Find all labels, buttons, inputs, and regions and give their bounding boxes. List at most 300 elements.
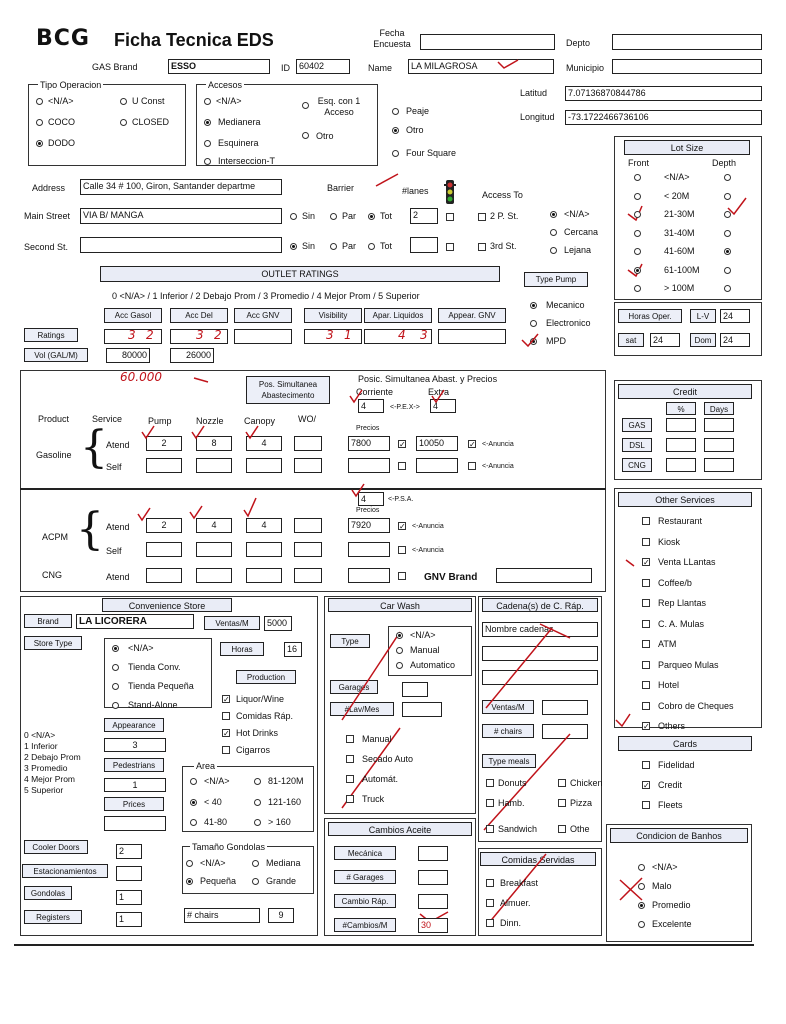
accesos-medianera-radio[interactable]: [204, 119, 211, 126]
gas-price1-field[interactable]: 7800: [348, 436, 390, 451]
service-coffee-b-label: Coffee/b: [658, 577, 692, 588]
area-121-160-radio[interactable]: [254, 799, 261, 806]
lot-front-61-100m-radio[interactable]: [634, 267, 641, 274]
rating-mark-3: 2: [214, 328, 222, 342]
access-cercana-label: Cercana: [564, 227, 599, 237]
gas-atend-nozzle[interactable]: 8: [196, 436, 232, 451]
car-wash-garages-button[interactable]: Garages: [330, 680, 378, 694]
gnv-brand-field[interactable]: [496, 568, 592, 583]
lot-front-41-60m-radio[interactable]: [634, 248, 641, 255]
pos-simultanea-button[interactable]: Pos. Simultanea Abastecimento: [246, 376, 330, 404]
lot-n-a-label: <N/A>: [664, 172, 690, 182]
pedestrians-field[interactable]: 1: [104, 778, 166, 792]
access-lejana-label: Lejana: [564, 245, 592, 255]
outlet-ratings-header: OUTLET RATINGS: [100, 266, 500, 282]
gas-self-pump[interactable]: [146, 458, 182, 473]
lot-front-31-40m-radio[interactable]: [634, 230, 641, 237]
store-type-tienda-conv-radio[interactable]: [112, 664, 119, 671]
lot-61-100m-label: 61-100M: [664, 264, 700, 275]
acpm-self-pump[interactable]: [146, 542, 182, 557]
store-chairs-field[interactable]: 9: [268, 908, 294, 923]
card-fidelidad-label: Fidelidad: [658, 760, 695, 770]
meal-hamb-checkbox[interactable]: [486, 799, 494, 807]
store-type-n-a-radio[interactable]: [112, 645, 119, 652]
tipo-coco-radio[interactable]: [36, 119, 43, 126]
service-venta-llantas-checkbox[interactable]: ✓: [643, 558, 650, 567]
estacionamientos-button[interactable]: Estacionamientos: [22, 864, 108, 878]
gondolas-button[interactable]: Gondolas: [24, 886, 72, 900]
tipo-uconst-radio[interactable]: [120, 98, 127, 105]
tipo-na-label: <N/A>: [48, 96, 74, 106]
production-hot-drinks-checkbox[interactable]: ✓: [223, 729, 230, 738]
rating-mark-1: 2: [146, 328, 154, 342]
service-label: Service: [92, 414, 123, 424]
acpm-self-anuncia: <-Anuncia: [412, 547, 444, 554]
cambios-cambio-r-p-field[interactable]: [418, 894, 448, 909]
car-wash-autom-t-checkbox[interactable]: [346, 775, 354, 783]
credit-dsl-pct[interactable]: [666, 438, 696, 452]
nombre-cadenas-label: Nombre cadenas: [482, 622, 598, 637]
main-2ps-checkbox[interactable]: [446, 213, 454, 221]
acpm-self-wo[interactable]: [294, 542, 322, 557]
acpm-self-price[interactable]: [348, 542, 390, 557]
acpm-atend-wo[interactable]: [294, 518, 322, 533]
canopy-label: Canopy: [244, 416, 276, 426]
dom-field[interactable]: 24: [720, 333, 750, 347]
tipo-dodo-radio[interactable]: [36, 140, 43, 147]
pump-mecanico-radio[interactable]: [530, 302, 537, 309]
area-81-120m-label: 81-120M: [268, 776, 304, 786]
gas-self-chk2[interactable]: [468, 462, 476, 470]
store-type-stand-alone-radio[interactable]: [112, 702, 119, 709]
lav-mes-field[interactable]: [402, 702, 442, 717]
car-wash-secado-auto-checkbox[interactable]: [346, 755, 354, 763]
second-a-checkbox[interactable]: [446, 243, 454, 251]
cadena-field-2[interactable]: [482, 670, 598, 685]
comidas-almuer-checkbox[interactable]: [486, 899, 494, 907]
service-restaurant-checkbox[interactable]: [642, 517, 650, 525]
outlet-col-appear-gnv-button[interactable]: Appear. GNV: [438, 308, 506, 323]
banos-malo-radio[interactable]: [638, 883, 645, 890]
posic-label: Posic. Simultanea Abast. y Precios: [358, 374, 498, 384]
service-c-a-mulas-checkbox[interactable]: [642, 620, 650, 628]
cng-checkbox[interactable]: [398, 572, 406, 580]
lanes-label: #lanes: [402, 186, 429, 196]
ratings-button[interactable]: Ratings: [24, 328, 78, 342]
lot-depth-20m-radio[interactable]: [724, 193, 731, 200]
otro-radio[interactable]: [392, 127, 399, 134]
acpm-atend-canopy[interactable]: 4: [246, 518, 282, 533]
store-chairs-label: # chairs: [184, 908, 260, 923]
car-wash-garages-field[interactable]: [402, 682, 428, 697]
car-wash-manual-radio[interactable]: [396, 647, 403, 654]
registers-button[interactable]: Registers: [24, 910, 82, 924]
banos-n-a-radio[interactable]: [638, 864, 645, 871]
product-label: Product: [38, 414, 70, 424]
gas-self-chk1[interactable]: [398, 462, 406, 470]
estacionamientos-field[interactable]: [116, 866, 142, 881]
lot-front-20m-radio[interactable]: [634, 193, 641, 200]
registers-field[interactable]: 1: [116, 912, 142, 927]
car-wash-automatico-label: Automatico: [410, 660, 456, 670]
peaje-radio[interactable]: [392, 108, 399, 115]
depto-label: Depto: [566, 38, 591, 48]
lot-depth-61-100m-radio[interactable]: [724, 267, 731, 274]
store-brand-button[interactable]: Brand: [24, 614, 72, 628]
meal-othe-label: Othe: [570, 824, 590, 834]
comidas-breakfast-checkbox[interactable]: [486, 879, 494, 887]
lot-depth-41-60m-radio[interactable]: [724, 248, 731, 255]
extra-field[interactable]: 4: [430, 399, 456, 413]
lv-button[interactable]: L-V: [690, 309, 716, 323]
service-others-checkbox[interactable]: ✓: [643, 722, 650, 731]
horas-oper-button[interactable]: Horas Oper.: [618, 309, 682, 323]
cambios-cambios-m-field[interactable]: 30: [418, 918, 448, 933]
gas-self-canopy[interactable]: [246, 458, 282, 473]
vol-dsl-field[interactable]: 26000: [170, 348, 214, 363]
credit-cng-button[interactable]: CNG: [622, 458, 652, 472]
main-lanes-field[interactable]: 2: [410, 208, 438, 224]
cambios-mec-nica-field[interactable]: [418, 846, 448, 861]
area-41-80-label: 41-80: [204, 817, 228, 827]
tipo-uconst-label: U Const: [132, 96, 165, 106]
sat-button[interactable]: sat: [618, 333, 644, 347]
cambios-header: Cambios Aceite: [328, 822, 472, 836]
accesos-esq-con-label: Esq. con 1 Acceso: [317, 96, 361, 117]
lav-mes-button[interactable]: #Lav/Mes: [330, 702, 394, 716]
type-meals-button[interactable]: Type meals: [482, 754, 536, 768]
lot-front-100m-radio[interactable]: [634, 285, 641, 292]
area-81-120m-radio[interactable]: [254, 778, 261, 785]
depto-field[interactable]: [612, 34, 762, 50]
car-wash-autom-t-label: Automát.: [362, 774, 399, 784]
card-credit-checkbox[interactable]: ✓: [643, 781, 650, 790]
meal-othe-checkbox[interactable]: [558, 825, 566, 833]
second-street-field[interactable]: [80, 237, 282, 253]
outlet-rating-appear-gnv-field[interactable]: [438, 329, 506, 344]
outlet-rating-acc-gnv-field[interactable]: [234, 329, 292, 344]
peaje-label: Peaje: [406, 106, 430, 116]
credit-cng-pct[interactable]: [666, 458, 696, 472]
tamano-n-a-radio[interactable]: [186, 860, 193, 867]
banos-excelente-radio[interactable]: [638, 921, 645, 928]
corriente-label: Corriente: [356, 387, 394, 397]
store-horas-button[interactable]: Horas: [220, 642, 264, 656]
gas-self-wo[interactable]: [294, 458, 322, 473]
tamano-mediana-radio[interactable]: [252, 860, 259, 867]
main-street-field[interactable]: VIA B/ MANGA: [80, 208, 282, 224]
service-cobro-de-cheques-checkbox[interactable]: [642, 702, 650, 710]
gas-anuncia-label: <-Anuncia: [482, 441, 514, 448]
vol-gas-field[interactable]: 80000: [106, 348, 150, 363]
car-wash-header: Car Wash: [328, 598, 472, 612]
prices-field[interactable]: [104, 816, 166, 831]
form-title: Ficha Tecnica EDS: [114, 30, 274, 50]
comidas-dinn-checkbox[interactable]: [486, 919, 494, 927]
second-lanes-field[interactable]: [410, 237, 438, 253]
acpm-price-checkbox[interactable]: ✓: [399, 522, 406, 531]
tamano-mediana-label: Mediana: [266, 858, 301, 868]
accesos-interseccion-radio[interactable]: [204, 158, 211, 165]
lot-depth-100m-radio[interactable]: [724, 285, 731, 292]
cambios-mec-nica-button[interactable]: Mecánica: [334, 846, 396, 860]
credit-gas-days[interactable]: [704, 418, 734, 432]
production-comidas-r-p-label: Comidas Ráp.: [236, 711, 294, 721]
cng-pump[interactable]: [146, 568, 182, 583]
lot-31-40m-label: 31-40M: [664, 227, 695, 238]
acpm-atend-pump[interactable]: 2: [146, 518, 182, 533]
address-field[interactable]: Calle 34 # 100, Giron, Santander departme: [80, 179, 282, 195]
tamano-peque-a-radio[interactable]: [186, 878, 193, 885]
accesos-label: Accesos: [208, 80, 243, 90]
cooler-doors-field[interactable]: 2: [116, 844, 142, 859]
acpm-self-nozzle[interactable]: [196, 542, 232, 557]
car-wash-truck-checkbox[interactable]: [346, 795, 354, 803]
cng-wo[interactable]: [294, 568, 322, 583]
credit-gas-button[interactable]: GAS: [622, 418, 652, 432]
tipo-na-radio[interactable]: [36, 98, 43, 105]
area-41-80-radio[interactable]: [190, 819, 197, 826]
cards-header: Cards: [618, 736, 752, 751]
card-fleets-label: Fleets: [658, 800, 683, 810]
cambios-garages-button[interactable]: # Garages: [334, 870, 396, 884]
otro-label: Otro: [406, 125, 424, 135]
service-rep-llantas-checkbox[interactable]: [642, 599, 650, 607]
production-cigarros-checkbox[interactable]: [222, 746, 230, 754]
gas-atend-label: Atend: [106, 440, 130, 450]
second-b-checkbox[interactable]: [478, 243, 486, 251]
banos-promedio-radio[interactable]: [638, 902, 645, 909]
main-par-radio[interactable]: [330, 213, 337, 220]
credit-dsl-button[interactable]: DSL: [622, 438, 652, 452]
outlet-col-apar-liquidos-button[interactable]: Apar. Liquidos: [364, 308, 432, 323]
meal-sandwich-label: Sandwich: [498, 824, 538, 834]
lv-field[interactable]: 24: [720, 309, 750, 323]
banos-excelente-label: Excelente: [652, 919, 692, 929]
extra-label: Extra: [428, 387, 450, 397]
tamano-grande-label: Grande: [266, 876, 297, 886]
gondolas-field[interactable]: 1: [116, 890, 142, 905]
gas-brand-field[interactable]: ESSO: [168, 59, 270, 74]
latitud-field[interactable]: 7.07136870844786: [565, 86, 762, 101]
service-parqueo-mulas-checkbox[interactable]: [642, 661, 650, 669]
lot-depth-label: Depth: [712, 158, 737, 168]
appearance-button[interactable]: Appearance: [104, 718, 164, 732]
main-tot-radio[interactable]: [368, 213, 375, 220]
tipo-closed-label: CLOSED: [132, 117, 170, 127]
ventas-m-button[interactable]: Ventas/M: [204, 616, 260, 630]
lot-depth-n-a-radio[interactable]: [724, 174, 731, 181]
car-wash-manual-label: Manual: [410, 645, 440, 655]
card-fleets-checkbox[interactable]: [642, 801, 650, 809]
gas-self-nozzle[interactable]: [196, 458, 232, 473]
accesos-interseccion-label: Interseccion-T: [218, 156, 276, 166]
dom-button[interactable]: Dom: [690, 333, 716, 347]
gas-price1-checkbox[interactable]: ✓: [399, 440, 406, 449]
access-na-radio[interactable]: [550, 211, 557, 218]
area-40-radio[interactable]: [190, 799, 197, 806]
credit-gas-pct[interactable]: [666, 418, 696, 432]
store-type-stand-alone-label: Stand-Alone: [128, 700, 178, 710]
car-wash-manual-checkbox[interactable]: [346, 735, 354, 743]
area-160-radio[interactable]: [254, 819, 261, 826]
production-comidas-r-p-checkbox[interactable]: [222, 712, 230, 720]
lot-front-n-a-radio[interactable]: [634, 174, 641, 181]
lot-depth-21-30m-radio[interactable]: [724, 211, 731, 218]
tamano-grande-radio[interactable]: [252, 878, 259, 885]
car-wash-type-button[interactable]: Type: [330, 634, 370, 648]
municipio-field[interactable]: [612, 59, 762, 74]
tipo-closed-radio[interactable]: [120, 119, 127, 126]
production-cigarros-label: Cigarros: [236, 745, 271, 755]
second-tot-radio[interactable]: [368, 243, 375, 250]
cadena-field-1[interactable]: [482, 646, 598, 661]
gas-atend-wo[interactable]: [294, 436, 322, 451]
store-horas-field[interactable]: 16: [284, 642, 302, 657]
comidas-almuer-label: Almuer.: [500, 898, 531, 908]
four-square-radio[interactable]: [392, 150, 399, 157]
gasoline-brace: {: [80, 422, 108, 473]
second-sin-radio[interactable]: [290, 243, 297, 250]
second-par-radio[interactable]: [330, 243, 337, 250]
production-liquor-wine-checkbox[interactable]: ✓: [223, 695, 230, 704]
outlet-col-acc-del-button[interactable]: Acc Del: [170, 308, 228, 323]
vol-button[interactable]: Vol (GAL/M): [24, 348, 88, 362]
access-lejana-radio[interactable]: [550, 247, 557, 254]
rating-mark-2: 3: [196, 328, 204, 342]
cambios-cambios-m-button[interactable]: #Cambios/M: [334, 918, 396, 932]
credit-dsl-days[interactable]: [704, 438, 734, 452]
store-type-button[interactable]: Store Type: [24, 636, 82, 650]
meal-donuts-checkbox[interactable]: [486, 779, 494, 787]
acpm-self-canopy[interactable]: [246, 542, 282, 557]
store-type-tienda-peque-a-radio[interactable]: [112, 683, 119, 690]
outlet-scale-text: 0 <N/A> / 1 Inferior / 2 Debajo Prom / 3 Promedio / 4 Mejor Prom / 5 Superior: [112, 291, 420, 301]
lot-100m-label: > 100M: [664, 283, 695, 293]
service-rep-llantas-label: Rep Llantas: [658, 598, 707, 608]
acpm-pos-field[interactable]: 4: [358, 492, 384, 506]
cadena-ventas-button[interactable]: Ventas/M: [482, 700, 534, 714]
pump-electronico-label: Electronico: [546, 318, 591, 328]
car-wash-n-a-radio[interactable]: [396, 632, 403, 639]
area-n-a-radio[interactable]: [190, 778, 197, 785]
area-n-a-label: <N/A>: [204, 776, 230, 786]
accesos-medianera-label: Medianera: [218, 117, 261, 127]
pump-mpd-radio[interactable]: [530, 338, 537, 345]
credit-cng-days[interactable]: [704, 458, 734, 472]
cadena-chairs-field[interactable]: [542, 724, 588, 739]
gas-price2-field[interactable]: 10050: [416, 436, 458, 451]
main-sin-label: Sin: [302, 211, 316, 221]
gas-brand-label: GAS Brand: [92, 62, 138, 72]
pump-label: Pump: [148, 416, 172, 426]
service-hotel-checkbox[interactable]: [642, 681, 650, 689]
meal-pizza-checkbox[interactable]: [558, 799, 566, 807]
cooler-doors-button[interactable]: Cooler Doors: [24, 840, 88, 854]
car-wash-automatico-radio[interactable]: [396, 662, 403, 669]
four-square-label: Four Square: [406, 148, 457, 158]
corriente-field[interactable]: 4: [358, 399, 384, 413]
service-others-label: Others: [658, 721, 686, 731]
service-venta-llantas-label: Venta LLantas: [658, 557, 716, 567]
service-coffee-b-checkbox[interactable]: [642, 579, 650, 587]
gas-precios-label: Precios: [356, 425, 380, 432]
car-wash-n-a-label: <N/A>: [410, 630, 436, 640]
cng-price[interactable]: [348, 568, 390, 583]
store-type-group: [104, 638, 212, 708]
cadena-ventas-field[interactable]: [542, 700, 588, 715]
ventas-m-field[interactable]: 5000: [264, 616, 292, 631]
gas-price2-checkbox[interactable]: ✓: [469, 440, 476, 449]
tipo-coco-label: COCO: [48, 117, 75, 127]
access-cercana-radio[interactable]: [550, 229, 557, 236]
outlet-col-acc-gasol-button[interactable]: Acc Gasol: [104, 308, 162, 323]
gas-self-price1[interactable]: [348, 458, 390, 473]
longitud-field[interactable]: -73.1722466736106: [565, 110, 762, 125]
main-sin-radio[interactable]: [290, 213, 297, 220]
appearance-field[interactable]: 3: [104, 738, 166, 752]
acpm-self-label: Self: [106, 546, 122, 556]
outlet-col-visibility-button[interactable]: Visibility: [304, 308, 362, 323]
acpm-self-checkbox[interactable]: [398, 546, 406, 554]
card-fidelidad-checkbox[interactable]: [642, 761, 650, 769]
store-brand-field[interactable]: LA LICORERA: [76, 614, 194, 629]
cadena-chairs-button[interactable]: # chairs: [482, 724, 534, 738]
cng-canopy[interactable]: [246, 568, 282, 583]
accesos-otro-radio[interactable]: [302, 132, 309, 139]
cambios-cambio-r-p-button[interactable]: Cambio Ráp.: [334, 894, 396, 908]
barrier-label: Barrier: [327, 183, 355, 193]
gas-atend-pump[interactable]: 2: [146, 436, 182, 451]
accesos-na-radio[interactable]: [204, 98, 211, 105]
accesos-esquinera-radio[interactable]: [204, 140, 211, 147]
cambios-garages-field[interactable]: [418, 870, 448, 885]
type-pump-button[interactable]: Type Pump: [524, 272, 588, 287]
pedestrians-button[interactable]: Pedestrians: [104, 758, 164, 772]
rating-mark-0: 3: [128, 328, 136, 342]
accesos-esq-con-radio[interactable]: [302, 102, 309, 109]
lot-front-21-30m-radio[interactable]: [634, 211, 641, 218]
outlet-col-acc-gnv-button[interactable]: Acc GNV: [234, 308, 292, 323]
gas-self-price2[interactable]: [416, 458, 458, 473]
service-kiosk-checkbox[interactable]: [642, 538, 650, 546]
cng-nozzle[interactable]: [196, 568, 232, 583]
rating-mark-4: 3: [326, 328, 334, 342]
lot-size-header: Lot Size: [624, 140, 750, 155]
wo-label: WO/: [298, 414, 316, 424]
production-button[interactable]: Production: [236, 670, 296, 684]
gasoline-label: Gasoline: [36, 450, 72, 460]
acpm-label: ACPM: [42, 532, 69, 542]
pump-electronico-radio[interactable]: [530, 320, 537, 327]
sat-field[interactable]: 24: [650, 333, 680, 347]
main-x-checkbox[interactable]: [478, 213, 486, 221]
meal-chicken-checkbox[interactable]: [558, 779, 566, 787]
vol-handwritten-note: 60.000: [120, 370, 162, 384]
gas-atend-canopy[interactable]: 4: [246, 436, 282, 451]
name-field[interactable]: LA MILAGROSA: [408, 59, 554, 74]
fecha-field[interactable]: [420, 34, 555, 50]
acpm-price-field[interactable]: 7920: [348, 518, 390, 533]
service-atm-checkbox[interactable]: [642, 640, 650, 648]
meal-sandwich-checkbox[interactable]: [486, 825, 494, 833]
address-label: Address: [32, 183, 66, 193]
prices-button[interactable]: Prices: [104, 797, 164, 811]
lot-depth-31-40m-radio[interactable]: [724, 230, 731, 237]
fuel-divider: [20, 488, 606, 490]
acpm-atend-nozzle[interactable]: 4: [196, 518, 232, 533]
id-field[interactable]: 60402: [296, 59, 350, 74]
